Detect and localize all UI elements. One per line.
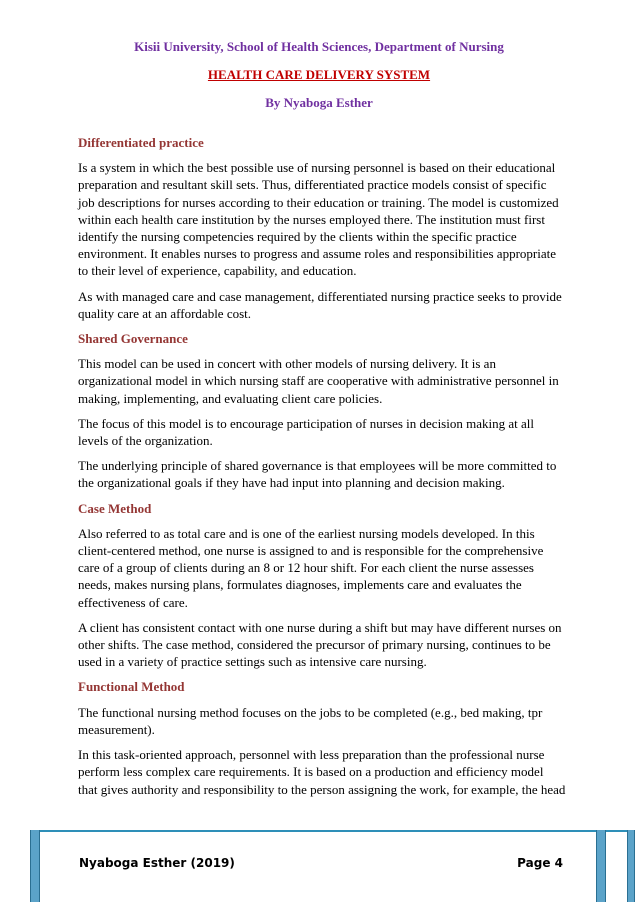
section-heading: Shared Governance [78,331,188,347]
paragraph: The functional nursing method focuses on the jobs to be completed (e.g., bed making, tpr measurement). [78,704,543,737]
document-body [78,134,566,806]
paragraph: This model can be used in concert with other models of nursing delivery. It is an organizational model in which nursing staff are cooperative with administrative personnel in making, implementing, and evaluating client care policies. [78,356,559,406]
paragraph: Is a system in which the best possible use of nursing personnel is based on their educational preparation and resultant skill sets. Thus, differentiated practice models consist of specific job descriptions for nurses according to their education or training. The model is customized within each health care institution by the nurses employed there. The institution must first identify the nursing competencies required by the clients within the specific practice environment. It enables nurses to progress and assume roles and responsibilities appropriate to their level of experience, capability, and education. [78,160,559,279]
paragraph: A client has consistent contact with one nurse during a shift but may have different nurses on other shifts. The case method, considered the precursor of primary nursing, continues to be used in a variety of practice settings such as intensive care nursing. [78,619,562,670]
paragraph: Also referred to as total care and is one of the earliest nursing models developed. In this client-centered method, one nurse is assigned to and is responsible for the comprehensive care of a group of clients during an 8 or 12 hour shift. For each client the nurse assesses needs, makes nursing plans, formulates diagnoses, implements care and evaluates the effectiveness of care. [78,525,544,610]
footer-divider [30,830,630,832]
paragraph: In this task-oriented approach, personnel with less preparation than the professional nurse perform less complex care requirements. It is based on a production and efficiency model that gives authority and responsibility to the person assigning the work, for example, the head [78,747,566,797]
section-differentiated-practice [78,134,566,322]
footer-decorative-bar-right [596,830,606,902]
footer-author-year: Nyaboga Esther (2019) [79,856,235,870]
section-shared-governance [78,330,566,492]
paragraph: The focus of this model is to encourage participation of nurses in decision making at all levels of the organization. [78,415,534,449]
footer-decorative-bar-edge [627,830,635,902]
paragraph: The underlying principle of shared governance is that employees will be more committed to the organizational goals if they have had input into planning and decision making. [78,458,557,491]
footer-decorative-bar-left [30,830,40,902]
section-case-method [78,500,566,671]
section-heading: Functional Method [78,679,185,695]
paragraph: As with managed care and case management, differentiated nursing practice seeks to provide quality care at an affordable cost. [78,288,562,321]
section-heading: Case Method [78,500,152,516]
page-footer [0,830,638,902]
section-functional-method [78,678,566,797]
section-heading: Differentiated practice [78,135,204,150]
author-line: By Nyaboga Esther [265,95,373,110]
institution-header: Kisii University, School of Health Sciences, Department of Nursing [134,39,504,54]
page-number: Page 4 [517,856,563,870]
document-title: HEALTH CARE DELIVERY SYSTEM [207,67,431,82]
